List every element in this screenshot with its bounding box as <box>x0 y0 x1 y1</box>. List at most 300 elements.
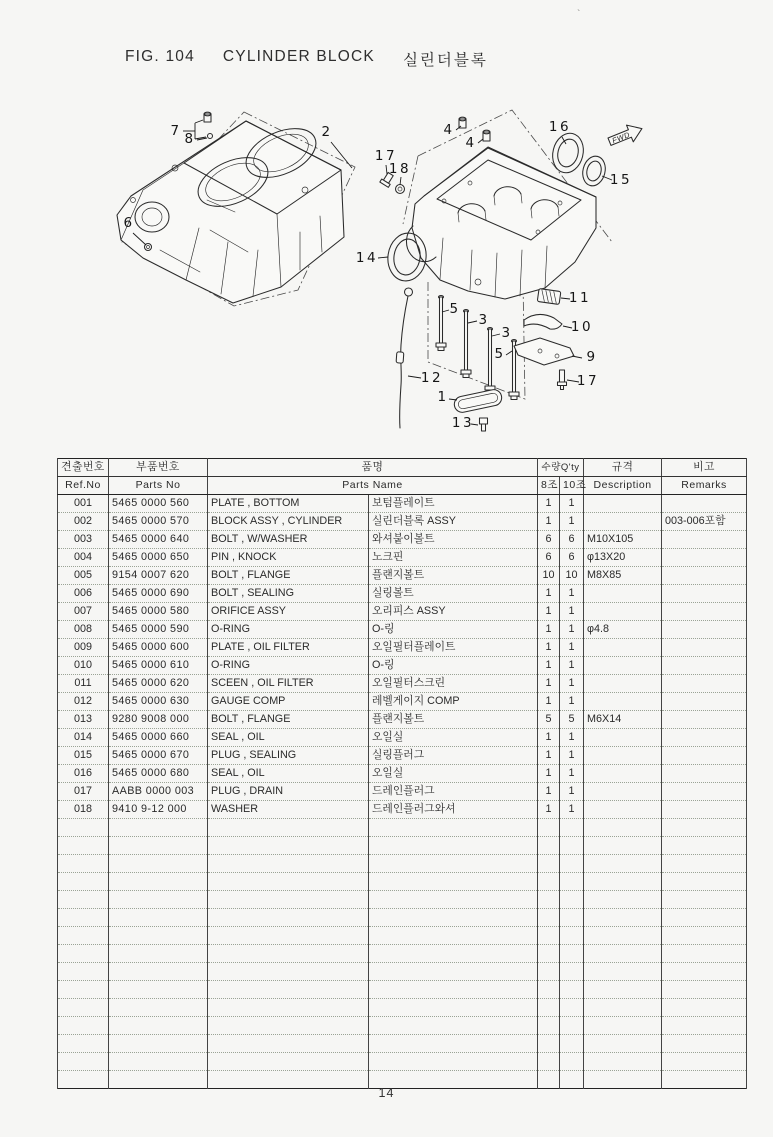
callout-number-3: 3 <box>478 312 490 328</box>
cell-remarks-empty <box>662 981 747 999</box>
cell-description <box>584 639 662 657</box>
cell-name-ko: 플랜지볼트 <box>369 711 538 729</box>
cell-name-ko-empty <box>369 945 538 963</box>
cell-name-ko: 오리피스 ASSY <box>369 603 538 621</box>
cell-name-ko-empty <box>369 855 538 873</box>
cell-ref-no: 008 <box>58 621 109 639</box>
cell-qty-10: 1 <box>560 675 584 693</box>
callout-number-10: 10 <box>570 319 594 335</box>
cell-qty-8: 1 <box>538 603 560 621</box>
bolt-3a-icon <box>461 310 471 378</box>
cell-qty-8: 1 <box>538 675 560 693</box>
cell-name-en-empty <box>208 1035 369 1053</box>
cell-qty-10: 1 <box>560 657 584 675</box>
cell-name-en-empty <box>208 963 369 981</box>
cell-ref-no: 009 <box>58 639 109 657</box>
callout-number-2: 2 <box>321 124 333 140</box>
cell-qty-10-empty <box>560 891 584 909</box>
cell-description-empty <box>584 981 662 999</box>
cell-name-ko-empty <box>369 1035 538 1053</box>
callout-number-18: 18 <box>388 161 412 177</box>
cell-name-ko-empty <box>369 981 538 999</box>
callout-number-15: 15 <box>609 172 633 188</box>
table-row <box>58 711 747 729</box>
cell-qty-10: 6 <box>560 531 584 549</box>
cell-description <box>584 801 662 819</box>
cell-name-en-empty <box>208 1017 369 1035</box>
cell-name-ko: 드레인플러그 <box>369 783 538 801</box>
callout-number-14: 14 <box>355 250 379 266</box>
cell-description: M10X105 <box>584 531 662 549</box>
empty-table-row <box>58 819 747 837</box>
empty-table-row <box>58 891 747 909</box>
cell-remarks <box>662 801 747 819</box>
cell-name-en-empty <box>208 819 369 837</box>
cell-description-empty <box>584 819 662 837</box>
cell-name-en: O-RING <box>208 657 369 675</box>
cell-name-en: O-RING <box>208 621 369 639</box>
cell-description <box>584 675 662 693</box>
callout-number-4: 4 <box>443 122 455 138</box>
cell-ref-no-empty <box>58 891 109 909</box>
callout-leader-4 <box>478 139 483 143</box>
table-row <box>58 801 747 819</box>
cell-qty-10: 1 <box>560 621 584 639</box>
cell-description-empty <box>584 855 662 873</box>
cell-qty-8-empty <box>538 927 560 945</box>
cell-ref-no: 013 <box>58 711 109 729</box>
cell-description <box>584 783 662 801</box>
parts-table-body <box>58 495 747 1089</box>
cell-qty-8-empty <box>538 855 560 873</box>
cell-parts-no: 9154 0007 620 <box>109 567 208 585</box>
cell-description: M6X14 <box>584 711 662 729</box>
cell-parts-no: 9280 9008 000 <box>109 711 208 729</box>
bolt-5a-icon <box>436 296 446 351</box>
cell-qty-10: 1 <box>560 495 584 513</box>
cell-remarks-empty <box>662 837 747 855</box>
header-desc-en: Description <box>584 477 662 495</box>
cell-description <box>584 747 662 765</box>
cell-name-en-empty <box>208 1053 369 1071</box>
cell-name-en: PIN , KNOCK <box>208 549 369 567</box>
cell-description: M8X85 <box>584 567 662 585</box>
header-ref-en: Ref.No <box>58 477 109 495</box>
cell-name-ko: 플랜지볼트 <box>369 567 538 585</box>
callout-leader-14 <box>378 257 388 258</box>
cell-ref-no: 007 <box>58 603 109 621</box>
cell-description-empty <box>584 945 662 963</box>
figure-name-ko: 실린더블록 <box>402 52 488 69</box>
cell-name-en-empty <box>208 891 369 909</box>
cell-name-en-empty <box>208 873 369 891</box>
header-qty-8: 8조 <box>538 477 560 495</box>
cell-ref-no-empty <box>58 963 109 981</box>
table-row <box>58 783 747 801</box>
cell-name-en: SEAL , OIL <box>208 729 369 747</box>
header-row-english <box>58 477 747 495</box>
callout-number-4: 4 <box>465 135 477 151</box>
cell-parts-no: 5465 0000 670 <box>109 747 208 765</box>
cell-description-empty <box>584 909 662 927</box>
cell-parts-no-empty <box>109 873 208 891</box>
empty-table-row <box>58 837 747 855</box>
callout-number-3: 3 <box>501 325 513 341</box>
cell-qty-8: 1 <box>538 513 560 531</box>
cell-description <box>584 765 662 783</box>
cell-remarks <box>662 765 747 783</box>
cell-qty-10: 1 <box>560 585 584 603</box>
cell-remarks <box>662 495 747 513</box>
empty-table-row <box>58 1017 747 1035</box>
callout-leader-9 <box>572 356 582 358</box>
callout-number-9: 9 <box>586 349 598 365</box>
cell-remarks <box>662 603 747 621</box>
cell-parts-no-empty <box>109 1017 208 1035</box>
cell-qty-8: 1 <box>538 639 560 657</box>
cell-name-ko-empty <box>369 963 538 981</box>
cell-description <box>584 693 662 711</box>
cell-name-ko-empty <box>369 927 538 945</box>
cell-qty-8: 1 <box>538 657 560 675</box>
empty-table-row <box>58 927 747 945</box>
cell-parts-no: 5465 0000 620 <box>109 675 208 693</box>
cell-ref-no: 016 <box>58 765 109 783</box>
cell-ref-no: 006 <box>58 585 109 603</box>
cell-qty-8: 5 <box>538 711 560 729</box>
callout-leader-17 <box>386 165 387 174</box>
cell-qty-8-empty <box>538 819 560 837</box>
cell-qty-10: 1 <box>560 783 584 801</box>
cell-name-ko: 실린더블록 ASSY <box>369 513 538 531</box>
cell-qty-10: 5 <box>560 711 584 729</box>
cell-qty-10-empty <box>560 927 584 945</box>
cell-description: φ13X20 <box>584 549 662 567</box>
cell-remarks-empty <box>662 963 747 981</box>
header-remarks-ko: 비고 <box>662 459 747 477</box>
cell-name-ko: 오일필터스크린 <box>369 675 538 693</box>
cell-qty-8: 1 <box>538 747 560 765</box>
cell-qty-8-empty <box>538 873 560 891</box>
table-row <box>58 495 747 513</box>
cell-description-empty <box>584 1035 662 1053</box>
cell-ref-no: 012 <box>58 693 109 711</box>
cell-qty-8-empty <box>538 1017 560 1035</box>
table-row <box>58 549 747 567</box>
cell-parts-no-empty <box>109 855 208 873</box>
table-row <box>58 567 747 585</box>
cell-ref-no: 005 <box>58 567 109 585</box>
cell-parts-no: 5465 0000 570 <box>109 513 208 531</box>
knock-pin-4b-icon <box>483 130 490 141</box>
cell-qty-10-empty <box>560 1017 584 1035</box>
cell-parts-no: 5465 0000 660 <box>109 729 208 747</box>
cell-qty-10-empty <box>560 909 584 927</box>
cell-ref-no: 011 <box>58 675 109 693</box>
crankcase-drawing <box>406 147 596 299</box>
cell-qty-8: 1 <box>538 801 560 819</box>
cell-remarks-empty <box>662 999 747 1017</box>
table-row <box>58 585 747 603</box>
cell-parts-no: 5465 0000 640 <box>109 531 208 549</box>
cell-description-empty <box>584 873 662 891</box>
table-row <box>58 513 747 531</box>
figure-name-en: CYLINDER BLOCK <box>222 48 375 65</box>
cell-parts-no: 5465 0000 690 <box>109 585 208 603</box>
table-row <box>58 729 747 747</box>
table-row <box>58 747 747 765</box>
callout-number-17: 17 <box>374 148 398 164</box>
cell-name-en: ORIFICE ASSY <box>208 603 369 621</box>
cell-description-empty <box>584 999 662 1017</box>
cell-name-en: PLUG , SEALING <box>208 747 369 765</box>
cell-qty-8-empty <box>538 963 560 981</box>
cell-qty-10-empty <box>560 855 584 873</box>
callout-number-17: 17 <box>576 373 600 389</box>
cell-remarks-empty <box>662 819 747 837</box>
cell-ref-no-empty <box>58 999 109 1017</box>
cell-qty-10: 10 <box>560 567 584 585</box>
cell-remarks <box>662 585 747 603</box>
cell-parts-no-empty <box>109 963 208 981</box>
cell-remarks <box>662 783 747 801</box>
cell-description <box>584 657 662 675</box>
header-row-korean <box>58 459 747 477</box>
cell-qty-8: 6 <box>538 531 560 549</box>
cell-parts-no: 5465 0000 580 <box>109 603 208 621</box>
callout-number-8: 8 <box>184 131 196 147</box>
empty-table-row <box>58 855 747 873</box>
cell-ref-no-empty <box>58 837 109 855</box>
cell-parts-no: 5465 0000 680 <box>109 765 208 783</box>
cell-qty-10-empty <box>560 873 584 891</box>
cell-remarks <box>662 549 747 567</box>
cell-description <box>584 603 662 621</box>
callout-number-12: 12 <box>420 370 444 386</box>
cell-ref-no: 003 <box>58 531 109 549</box>
cell-parts-no-empty <box>109 891 208 909</box>
cell-name-en: PLATE , OIL FILTER <box>208 639 369 657</box>
cell-parts-no: 5465 0000 590 <box>109 621 208 639</box>
cell-remarks-empty <box>662 855 747 873</box>
table-row <box>58 765 747 783</box>
table-row <box>58 639 747 657</box>
callout-number-1: 1 <box>437 389 449 405</box>
cell-description-empty <box>584 1017 662 1035</box>
cell-parts-no-empty <box>109 1035 208 1053</box>
header-partsno-en: Parts No <box>109 477 208 495</box>
cell-ref-no-empty <box>58 1035 109 1053</box>
callout-leader-12 <box>408 376 421 378</box>
cell-parts-no: AABB 0000 003 <box>109 783 208 801</box>
cell-name-ko: 실링볼트 <box>369 585 538 603</box>
cell-qty-8: 1 <box>538 621 560 639</box>
cell-name-en-empty <box>208 927 369 945</box>
cell-remarks <box>662 747 747 765</box>
cell-parts-no: 5465 0000 650 <box>109 549 208 567</box>
cell-ref-no-empty <box>58 1017 109 1035</box>
cell-parts-no: 5465 0000 630 <box>109 693 208 711</box>
seal-15-icon <box>580 154 609 188</box>
cell-description <box>584 585 662 603</box>
cell-parts-no-empty <box>109 909 208 927</box>
cell-qty-10-empty <box>560 945 584 963</box>
cell-parts-no-empty <box>109 999 208 1017</box>
cell-parts-no-empty <box>109 837 208 855</box>
cell-name-ko: 오일실 <box>369 729 538 747</box>
cell-remarks <box>662 531 747 549</box>
cell-qty-8-empty <box>538 1053 560 1071</box>
cell-name-en-empty <box>208 999 369 1017</box>
cell-parts-no-empty <box>109 1053 208 1071</box>
callout-number-7: 7 <box>170 123 182 139</box>
callout-leader-18 <box>400 177 401 185</box>
cell-name-ko-empty <box>369 999 538 1017</box>
cell-qty-10: 6 <box>560 549 584 567</box>
cell-name-en: PLATE , BOTTOM <box>208 495 369 513</box>
cell-name-en-empty <box>208 855 369 873</box>
cell-ref-no: 010 <box>58 657 109 675</box>
cell-qty-10-empty <box>560 1053 584 1071</box>
table-row <box>58 621 747 639</box>
cell-name-ko: 보텀플레이트 <box>369 495 538 513</box>
cell-ref-no-empty <box>58 873 109 891</box>
cell-description-empty <box>584 927 662 945</box>
cell-remarks <box>662 711 747 729</box>
cell-qty-8-empty <box>538 999 560 1017</box>
cell-name-en: BOLT , SEALING <box>208 585 369 603</box>
parts-table-container <box>57 458 747 1089</box>
table-row <box>58 657 747 675</box>
cell-ref-no: 004 <box>58 549 109 567</box>
cell-parts-no: 5465 0000 560 <box>109 495 208 513</box>
parts-table <box>57 458 747 1089</box>
cell-name-ko-empty <box>369 1053 538 1071</box>
empty-table-row <box>58 909 747 927</box>
filter-plate-9-icon <box>514 338 574 365</box>
cylinder-block-drawing <box>117 112 344 303</box>
cell-remarks-empty <box>662 945 747 963</box>
cell-description-empty <box>584 891 662 909</box>
cell-remarks-empty <box>662 1035 747 1053</box>
table-row <box>58 531 747 549</box>
cell-name-ko: 오일실 <box>369 765 538 783</box>
cell-qty-8: 1 <box>538 765 560 783</box>
cell-remarks-empty <box>662 1053 747 1071</box>
exploded-diagram <box>0 0 773 460</box>
cell-name-ko: 레벨게이지 COMP <box>369 693 538 711</box>
scan-stray-mark: ` <box>577 9 581 20</box>
seal-16-icon <box>549 130 588 176</box>
pin-8-icon <box>208 134 213 139</box>
gauge-dipstick-12-icon <box>396 288 412 428</box>
figure-number: FIG. 104 <box>125 48 195 65</box>
cell-parts-no-empty <box>109 945 208 963</box>
empty-table-row <box>58 981 747 999</box>
cell-name-ko: 드레인플러그와셔 <box>369 801 538 819</box>
cell-ref-no: 018 <box>58 801 109 819</box>
cell-description: φ4.8 <box>584 621 662 639</box>
cell-ref-no: 015 <box>58 747 109 765</box>
cell-remarks <box>662 657 747 675</box>
cell-qty-10: 1 <box>560 603 584 621</box>
callout-leader-2 <box>331 142 352 168</box>
cell-remarks <box>662 621 747 639</box>
cell-remarks <box>662 567 747 585</box>
drain-plug-13-icon <box>480 418 488 431</box>
cell-name-ko-empty <box>369 909 538 927</box>
cell-qty-8: 1 <box>538 729 560 747</box>
cell-name-ko: 실링플러그 <box>369 747 538 765</box>
header-name-ko: 품명 <box>208 459 538 477</box>
header-partsno-ko: 부품번호 <box>109 459 208 477</box>
callout-number-5: 5 <box>449 301 461 317</box>
cell-name-en: SCEEN , OIL FILTER <box>208 675 369 693</box>
callout-leader-3 <box>492 334 500 336</box>
bolt-17b-icon <box>558 370 567 390</box>
empty-table-row <box>58 963 747 981</box>
cell-ref-no-empty <box>58 819 109 837</box>
header-ref-ko: 견출번호 <box>58 459 109 477</box>
cell-name-ko: O-링 <box>369 621 538 639</box>
cell-qty-8: 1 <box>538 495 560 513</box>
cell-remarks: 003-006포함 <box>662 513 747 531</box>
header-remarks-en: Remarks <box>662 477 747 495</box>
cell-parts-no-empty <box>109 819 208 837</box>
cell-description <box>584 729 662 747</box>
cell-name-ko: 오일필터플레이트 <box>369 639 538 657</box>
cell-qty-10: 1 <box>560 765 584 783</box>
callout-leader-3 <box>468 321 477 323</box>
cell-description <box>584 495 662 513</box>
cell-qty-8: 1 <box>538 693 560 711</box>
empty-table-row <box>58 873 747 891</box>
cell-qty-8: 1 <box>538 585 560 603</box>
cell-name-en: GAUGE COMP <box>208 693 369 711</box>
empty-table-row <box>58 1035 747 1053</box>
cell-name-en-empty <box>208 981 369 999</box>
header-qty-ko: 수량Q'ty <box>538 459 584 477</box>
cell-name-en: WASHER <box>208 801 369 819</box>
svg-text:FWD: FWD <box>610 129 632 146</box>
cell-remarks <box>662 675 747 693</box>
cell-qty-8-empty <box>538 909 560 927</box>
cell-name-ko-empty <box>369 873 538 891</box>
cell-qty-8: 6 <box>538 549 560 567</box>
cell-name-en: BOLT , W/WASHER <box>208 531 369 549</box>
cell-ref-no-empty <box>58 855 109 873</box>
cell-remarks-empty <box>662 873 747 891</box>
cell-remarks <box>662 729 747 747</box>
cell-name-en-empty <box>208 837 369 855</box>
plug-7-icon <box>204 112 211 122</box>
cell-remarks-empty <box>662 891 747 909</box>
cell-name-ko-empty <box>369 837 538 855</box>
cell-qty-10: 1 <box>560 639 584 657</box>
cell-name-ko: O-링 <box>369 657 538 675</box>
cell-qty-8-empty <box>538 981 560 999</box>
cell-description-empty <box>584 963 662 981</box>
cell-qty-10: 1 <box>560 747 584 765</box>
callout-leader-5 <box>506 351 512 355</box>
cell-qty-10: 1 <box>560 693 584 711</box>
header-name-en: Parts Name <box>208 477 538 495</box>
callout-leader-5 <box>442 310 449 312</box>
table-row <box>58 693 747 711</box>
cell-qty-8-empty <box>538 837 560 855</box>
header-qty-10: 10조 <box>560 477 584 495</box>
table-row <box>58 603 747 621</box>
